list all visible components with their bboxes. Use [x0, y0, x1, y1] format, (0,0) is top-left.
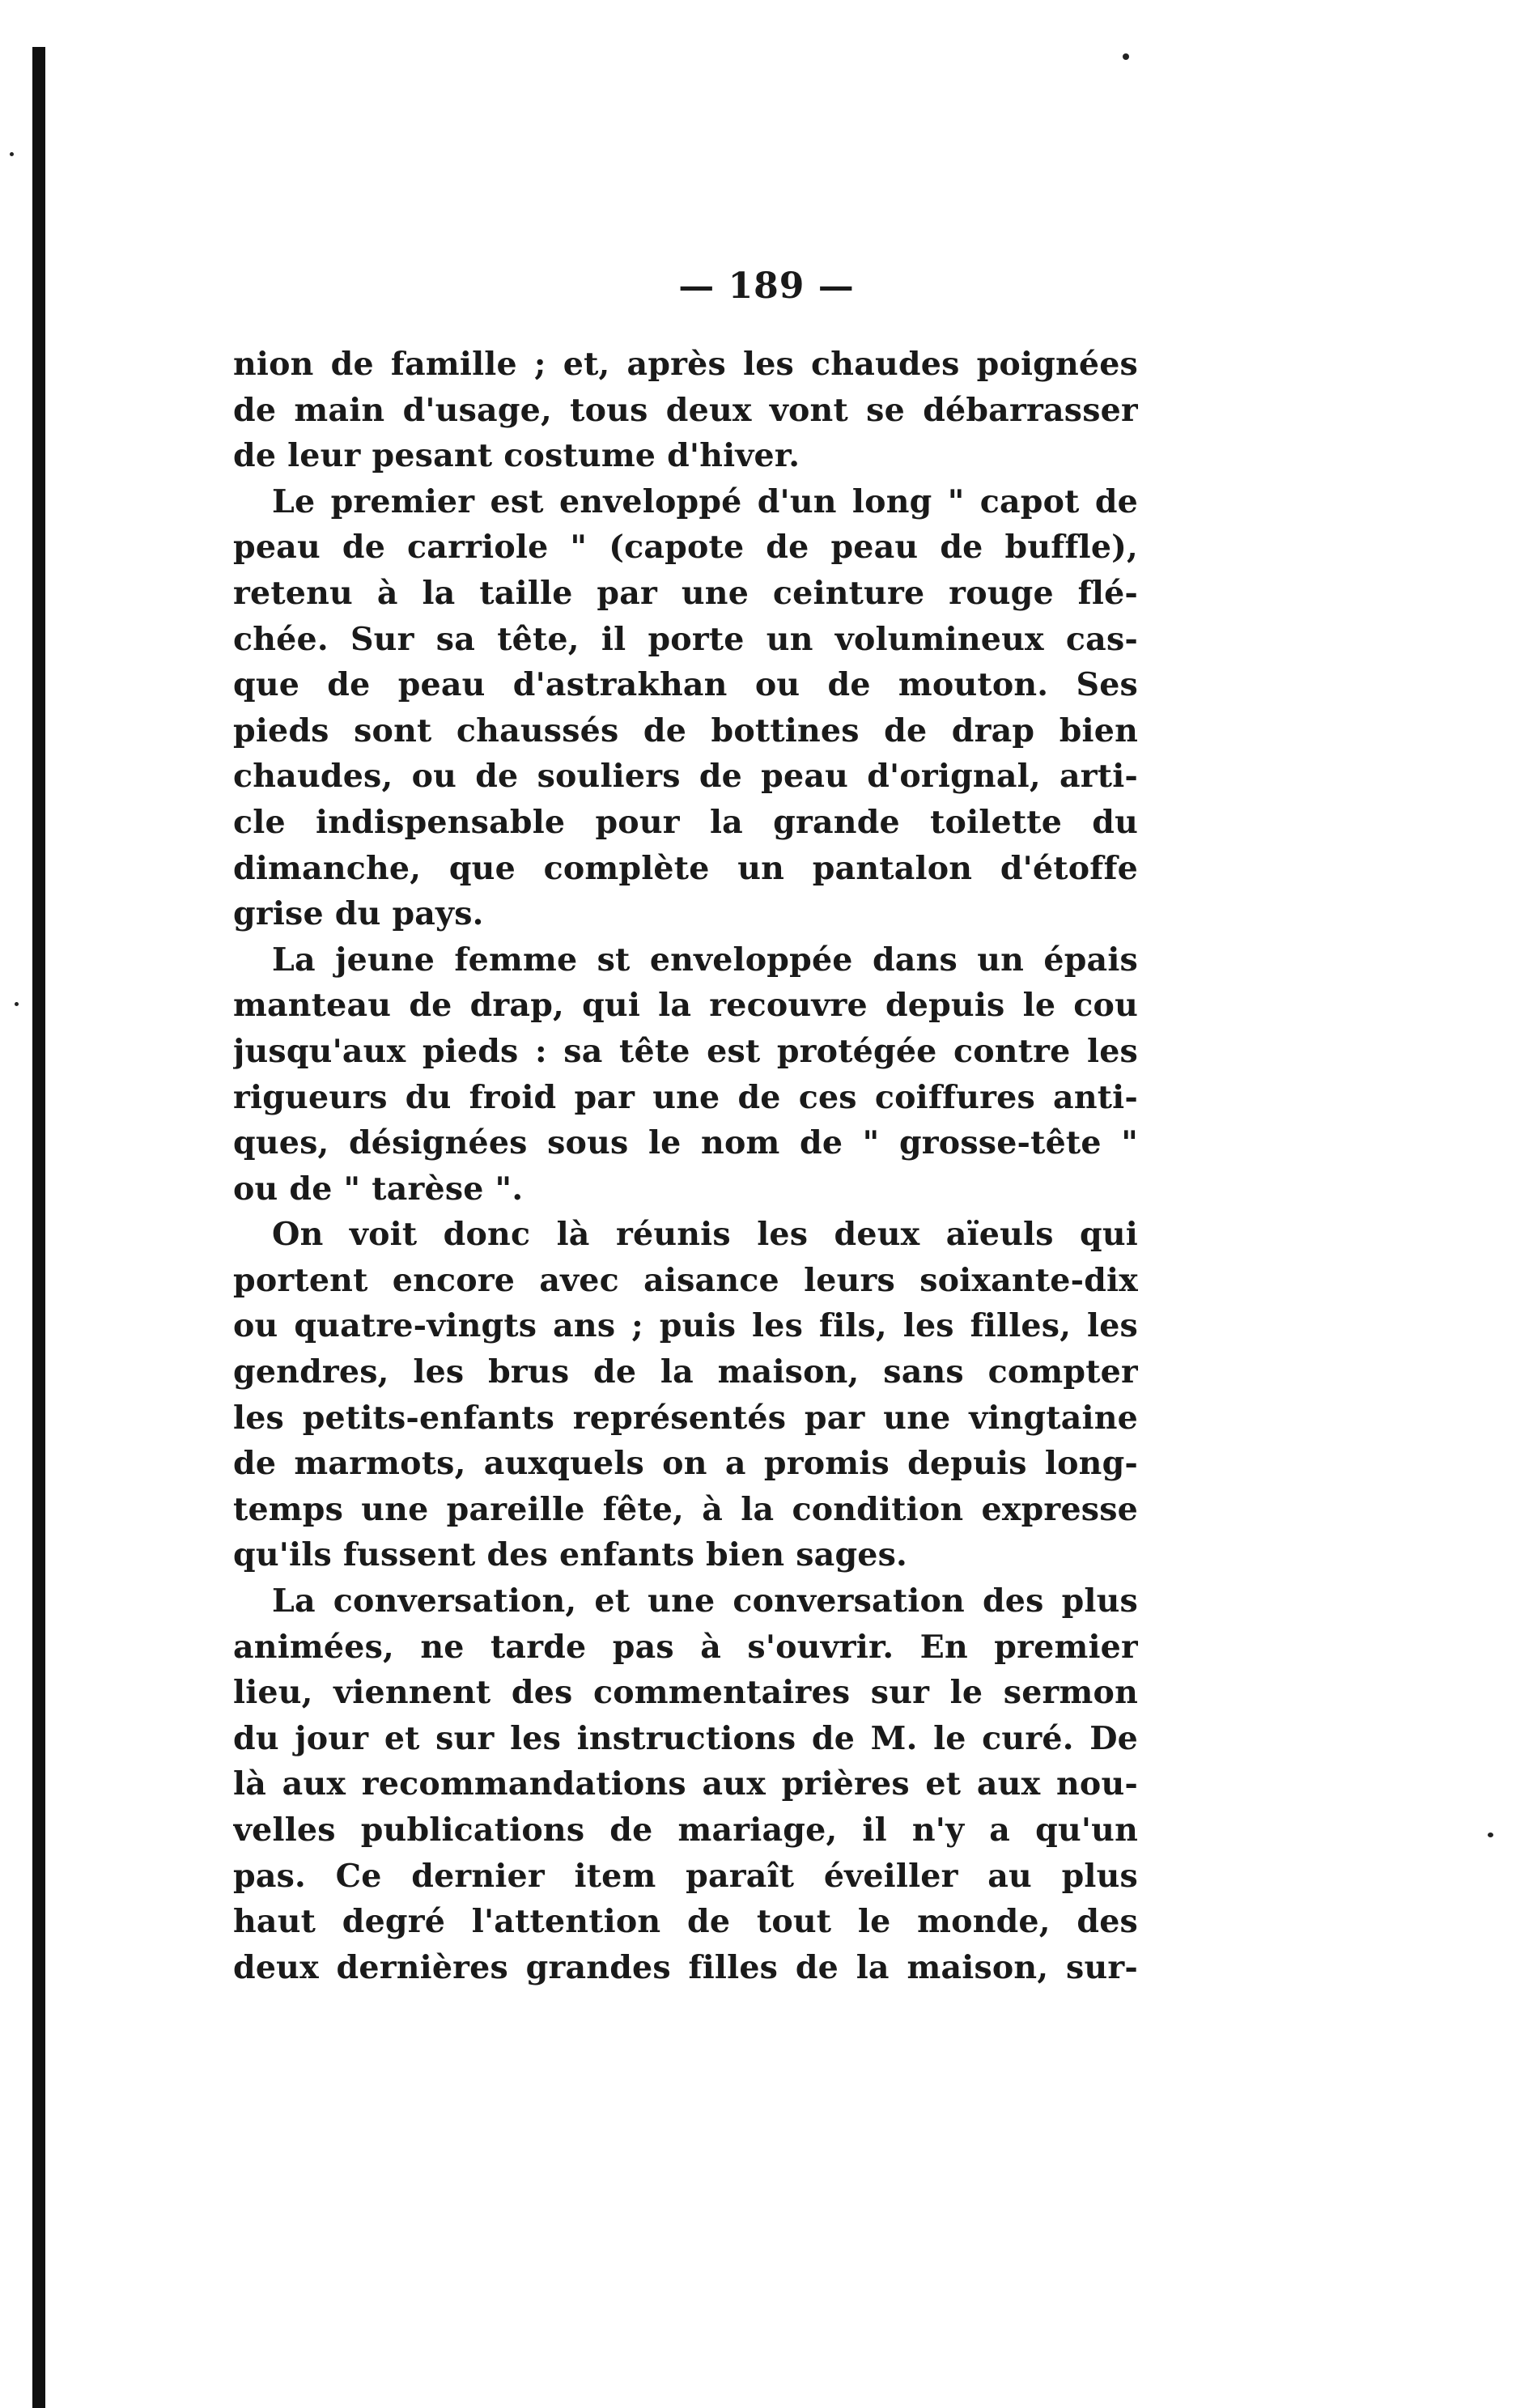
- text-line: cle indispensable pour la grande toilette du: [233, 803, 1138, 841]
- text-line: qu'ils fussent des enfants bien sages.: [233, 1536, 907, 1574]
- text-line: peau de carriole " (capote de peau de buffle),: [233, 529, 1138, 567]
- text-line: deux dernières grandes filles de la maison, sur-: [233, 1948, 1138, 1986]
- text-line: dimanche, que complète un pantalon d'étoffe: [233, 849, 1138, 887]
- text-line: rigueurs du froid par une de ces coiffures anti-: [233, 1078, 1138, 1116]
- text-line: velles publications de mariage, il n'y a qu'un: [233, 1811, 1138, 1849]
- text-line: jusqu'aux pieds : sa tête est protégée contre les: [233, 1032, 1138, 1070]
- ink-speck: [15, 1002, 19, 1006]
- text-line: gendres, les brus de la maison, sans compter: [233, 1353, 1138, 1391]
- text-line: du jour et sur les instructions de M. le curé. De: [233, 1719, 1138, 1757]
- text-line: On voit donc là réunis les deux aïeuls qui: [272, 1216, 1138, 1254]
- text-line: manteau de drap, qui la recouvre depuis le cou: [233, 987, 1138, 1025]
- text-line: que de peau d'astrakhan ou de mouton. Ses: [233, 666, 1138, 704]
- ink-speck: [1123, 53, 1129, 60]
- text-line: pieds sont chaussés de bottines de drap bien: [233, 711, 1138, 750]
- text-line: pas. Ce dernier item paraît éveiller au plus: [233, 1857, 1138, 1895]
- text-line: animées, ne tarde pas à s'ouvrir. En premier: [233, 1628, 1138, 1666]
- text-line: ou de " tarèse ".: [233, 1170, 524, 1208]
- body-text: [233, 342, 1138, 1990]
- text-line: les petits-enfants représentés par une vingtaine: [233, 1399, 1138, 1437]
- text-line: chaudes, ou de souliers de peau d'orignal, arti-: [233, 758, 1138, 796]
- text-line: temps une pareille fête, à la condition expresse: [233, 1490, 1138, 1528]
- text-line: chée. Sur sa tête, il porte un volumineux cas-: [233, 620, 1138, 658]
- page-number: — 189 —: [678, 265, 855, 307]
- ink-speck: [10, 152, 14, 156]
- text-line: de marmots, auxquels on a promis depuis long-: [233, 1445, 1138, 1483]
- ink-speck: [1488, 1833, 1493, 1837]
- text-line: de main d'usage, tous deux vont se débarrasser: [233, 391, 1138, 429]
- text-line: ques, désignées sous le nom de " grosse-tête ": [233, 1124, 1138, 1162]
- text-line: là aux recommandations aux prières et aux nou-: [233, 1765, 1138, 1803]
- text-line: nion de famille ; et, après les chaudes poignées: [233, 346, 1138, 383]
- text-line: haut degré l'attention de tout le monde, des: [233, 1903, 1138, 1941]
- text-line: lieu, viennent des commentaires sur le sermon: [233, 1674, 1138, 1712]
- text-line: portent encore avec aisance leurs soixante-dix: [233, 1261, 1138, 1299]
- text-line: La jeune femme st enveloppée dans un épais: [272, 941, 1138, 979]
- text-line: ou quatre-vingts ans ; puis les fils, les filles, les: [233, 1307, 1138, 1345]
- page-binding-edge: [32, 47, 45, 2408]
- text-line: de leur pesant costume d'hiver.: [233, 437, 800, 475]
- text-line: retenu à la taille par une ceinture rouge flé-: [233, 574, 1138, 612]
- text-line: grise du pays.: [233, 895, 484, 933]
- text-line: La conversation, et une conversation des plus: [272, 1582, 1138, 1620]
- text-line: Le premier est enveloppé d'un long " capot de: [272, 482, 1138, 520]
